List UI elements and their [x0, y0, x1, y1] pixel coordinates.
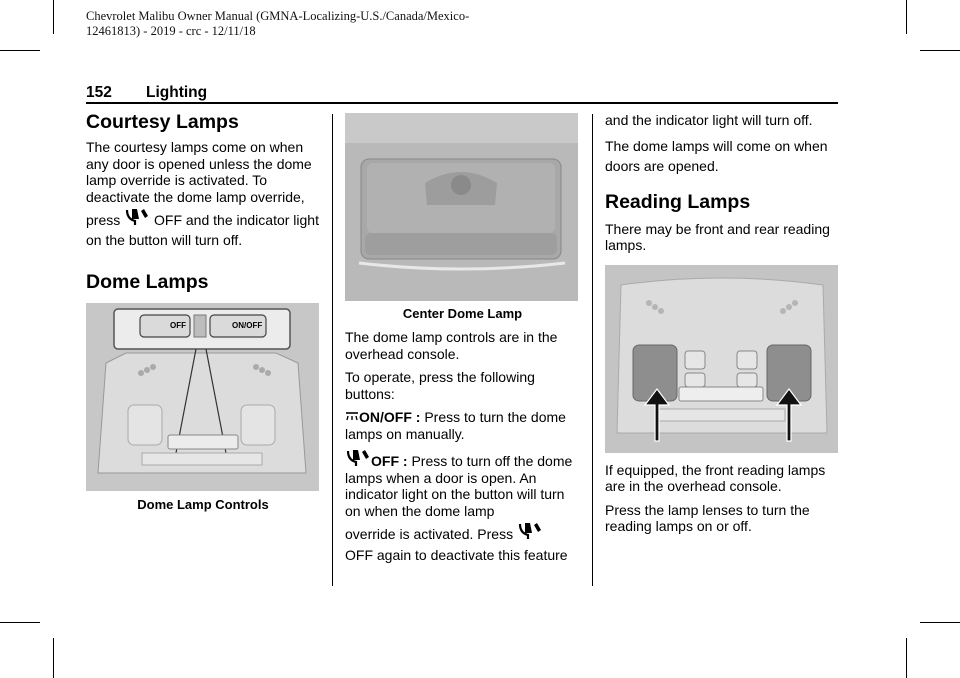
dome-lamp-icon [345, 410, 359, 422]
column-left [86, 110, 320, 513]
column-right [605, 112, 840, 535]
crop-mark [53, 0, 54, 34]
courtesy-paragraph-tail [86, 207, 320, 250]
dome-paragraph-1: The dome lamp controls are in the overhead console. [345, 329, 558, 362]
page-heading [86, 84, 838, 104]
courtesy-tail-text: OFF and the indicator light on the button will turn off. [86, 212, 319, 248]
center-dome-lamp-caption: Center Dome Lamp [402, 306, 523, 321]
manual-header [86, 9, 469, 39]
off-text: Press to turn off the dome lamps when a door is open. An indicator light on the button will turn on when the dome lamp [345, 453, 573, 519]
crop-mark [0, 622, 40, 623]
door-lamp-override-icon [345, 448, 371, 468]
center-dome-lamp-figure [345, 113, 578, 301]
section-title: Lighting [146, 84, 208, 101]
manual-header-line1: Chevrolet Malibu Owner Manual (GMNA-Localizing-U.S./Canada/Mexico- [86, 9, 470, 23]
onoff-item [345, 409, 580, 442]
column-divider [592, 114, 593, 586]
off-item [345, 448, 580, 519]
reading-lamps-heading: Reading Lamps [605, 190, 751, 213]
onoff-text: Press to turn the dome lamps on manually. [345, 409, 566, 442]
crop-mark [920, 50, 960, 51]
reading-paragraph-1: There may be front and rear reading lamps. [605, 220, 830, 253]
door-lamp-override-icon [124, 207, 150, 227]
figure-off-label: OFF [170, 321, 186, 330]
crop-mark [53, 638, 54, 678]
dome-continued-1: and the indicator light will turn off. [605, 112, 813, 128]
courtesy-lamps-heading: Courtesy Lamps [86, 111, 239, 133]
crop-mark [0, 50, 40, 51]
dome-continued-2: The dome lamps will come on when doors are opened. [605, 137, 828, 174]
crop-mark [920, 622, 960, 623]
dome-lamp-controls-caption: Dome Lamp Controls [137, 497, 269, 512]
off-text-3: OFF again to deactivate this feature [345, 547, 568, 563]
door-lamp-override-icon [517, 521, 543, 541]
figure-onoff-label: ON/OFF [232, 321, 263, 330]
off-text-2: override is activated. Press [345, 526, 514, 542]
dome-lamp-controls-figure [86, 303, 319, 491]
page-number: 152 [86, 84, 112, 101]
courtesy-paragraph: The courtesy lamps come on when any door is opened unless the dome lamp override is activated. To deactivate the dome lamp override, [86, 139, 312, 205]
dome-lamps-heading: Dome Lamps [86, 271, 209, 293]
off-item-cont [345, 521, 580, 544]
reading-lamps-figure [605, 265, 838, 453]
reading-paragraph-2: If equipped, the front reading lamps are in the overhead console. [605, 461, 826, 494]
manual-header-line2: 12461813) - 2019 - crc - 12/11/18 [86, 24, 256, 38]
crop-mark [906, 0, 907, 34]
onoff-label: ON/OFF : [359, 409, 421, 425]
off-label: OFF : [371, 453, 408, 469]
crop-mark [906, 638, 907, 678]
reading-paragraph-3: Press the lamp lenses to turn the reading lamps on or off. [605, 501, 810, 534]
dome-paragraph-2: To operate, press the following buttons: [345, 369, 535, 402]
courtesy-press-text: press [86, 212, 121, 228]
column-divider [332, 114, 333, 586]
column-middle [345, 113, 580, 564]
